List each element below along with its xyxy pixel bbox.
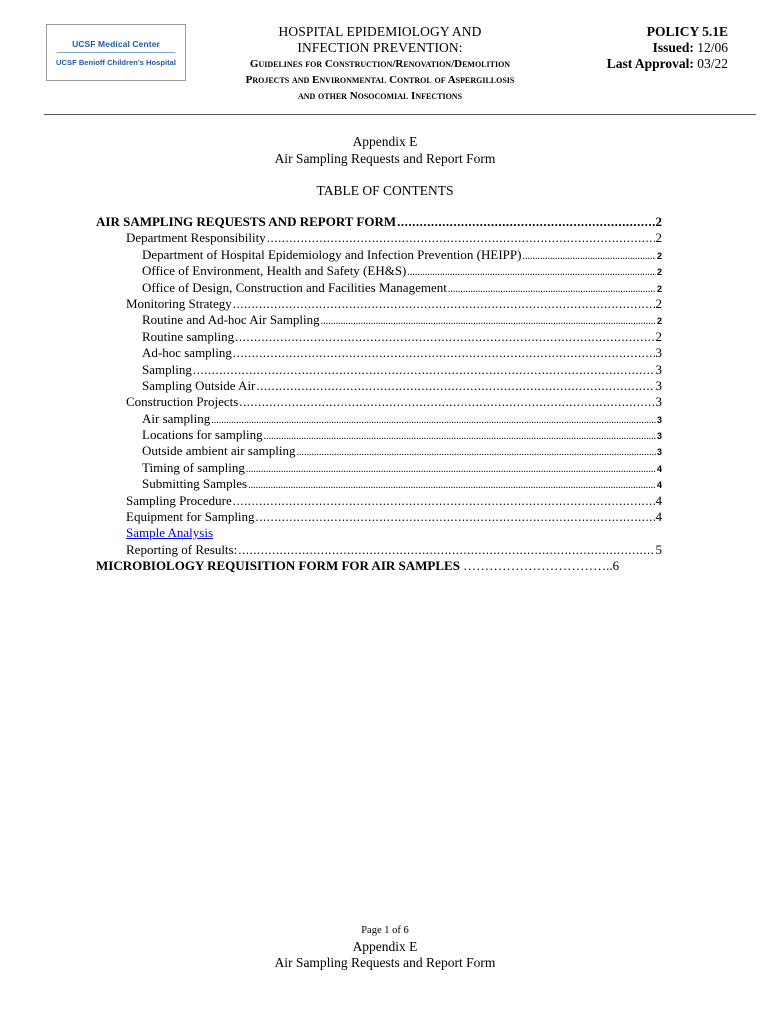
title-line-2: INFECTION PREVENTION: xyxy=(297,40,463,55)
toc-entry-title: Routine sampling xyxy=(142,328,235,344)
title-line-1: HOSPITAL EPIDEMIOLOGY AND xyxy=(278,24,482,39)
appendix-title: Appendix E xyxy=(352,134,418,149)
toc-entry-page: 4 xyxy=(656,480,662,491)
toc-entry[interactable] xyxy=(96,214,662,230)
toc-entry-title: Equipment for Sampling xyxy=(126,509,255,525)
toc-entry-page: 2 xyxy=(655,214,662,229)
toc-entry-page: 2 xyxy=(655,230,662,246)
toc-entry-page: 4 xyxy=(655,492,662,508)
toc-entry-title: Department of Hospital Epidemiology and Infection Prevention (HEIPP) xyxy=(142,246,522,262)
toc-entry-title: Office of Design, Construction and Facilities Management xyxy=(142,279,447,295)
toc-entry[interactable] xyxy=(96,312,662,328)
toc-dot-leader xyxy=(246,460,656,476)
issued-label: Issued: xyxy=(652,40,694,55)
toc-dot-leader xyxy=(256,378,654,394)
toc-dot-leader xyxy=(235,329,654,345)
issued-value: 12/06 xyxy=(697,40,728,55)
toc-dot-leader xyxy=(239,394,654,410)
toc-dot-leader xyxy=(267,230,655,246)
toc-entry[interactable] xyxy=(96,427,662,443)
toc-entry-title[interactable]: Sample Analysis xyxy=(126,525,214,541)
toc-entry[interactable] xyxy=(96,476,662,492)
table-of-contents xyxy=(96,214,662,574)
approval-line xyxy=(607,56,728,72)
toc-entry-page: 3 xyxy=(656,431,662,442)
toc-entry-title: Reporting of Results: xyxy=(126,541,238,557)
toc-dot-leader xyxy=(233,296,655,312)
toc-entry-page: 3 xyxy=(655,394,662,410)
toc-dot-leader xyxy=(296,443,656,459)
toc-dot-leader xyxy=(211,411,656,427)
title-line-3: Guidelines for Construction/Renovation/Demolition xyxy=(249,58,511,70)
toc-entry[interactable] xyxy=(96,230,662,246)
toc-entry-title: Ad-hoc sampling xyxy=(142,345,232,361)
toc-entry-page: 5 xyxy=(655,541,662,557)
toc-entry-page: 3 xyxy=(655,361,662,377)
policy-number: POLICY 5.1E xyxy=(646,24,728,39)
toc-entry-title: MICROBIOLOGY REQUISITION FORM FOR AIR SAMPLES xyxy=(96,558,460,574)
toc-dot-leader xyxy=(248,476,656,492)
toc-entry-title: Timing of sampling xyxy=(142,459,245,475)
page-footer xyxy=(0,923,770,971)
toc-entry-page: 2 xyxy=(656,267,662,278)
toc-entry[interactable] xyxy=(96,329,662,345)
toc-entry-page: 2 xyxy=(655,295,662,311)
toc-entry[interactable] xyxy=(96,378,662,394)
toc-dot-leader xyxy=(407,263,656,279)
toc-entry-title: Submitting Samples xyxy=(142,476,248,492)
toc-entry-title: Sampling Outside Air xyxy=(142,377,256,393)
toc-entry-page: 4 xyxy=(655,509,662,525)
toc-dot-leader xyxy=(321,312,656,328)
toc-entry-page: 3 xyxy=(656,447,662,458)
toc-entry-title: Department Responsibility xyxy=(126,230,266,246)
toc-entry-page: 2 xyxy=(655,328,662,344)
toc-entry[interactable] xyxy=(96,460,662,476)
appendix-subtitle: Air Sampling Requests and Report Form xyxy=(274,151,496,166)
header-divider xyxy=(44,114,756,115)
toc-entry-page: 2 xyxy=(656,250,662,261)
footer-appendix: Appendix E xyxy=(352,939,418,954)
toc-entry[interactable] xyxy=(96,525,662,541)
toc-entry-microbiology[interactable] xyxy=(96,558,662,574)
title-line-5: and other Nosocomial Infections xyxy=(297,90,463,102)
toc-entry[interactable] xyxy=(96,345,662,361)
logo-line-1: UCSF Medical Center xyxy=(72,39,160,49)
toc-entry-title: Sampling Procedure xyxy=(126,492,232,508)
toc-dot-leader xyxy=(233,493,655,509)
toc-entry-title: Routine and Ad-hoc Air Sampling xyxy=(142,312,320,328)
toc-dot-leader xyxy=(233,345,655,361)
toc-dot-leader xyxy=(397,214,654,230)
document-title xyxy=(190,24,570,104)
policy-info xyxy=(607,24,728,72)
title-line-4: Projects and Environmental Control of Aspergillosis xyxy=(245,74,515,86)
toc-entry[interactable] xyxy=(96,411,662,427)
toc-dot-leader xyxy=(256,509,655,525)
toc-dot-leader xyxy=(264,427,656,443)
toc-entry-page: 2 xyxy=(656,316,662,327)
toc-dot-leader xyxy=(238,542,654,558)
toc-dot-leader xyxy=(522,247,656,263)
toc-entry-title: Air sampling xyxy=(142,410,211,426)
toc-entry[interactable] xyxy=(96,263,662,279)
logo-line-2: UCSF Benioff Children's Hospital xyxy=(56,58,176,67)
toc-entry-title: Outside ambient air sampling xyxy=(142,443,296,459)
page-number: Page 1 of 6 xyxy=(361,925,409,936)
toc-entry[interactable] xyxy=(96,443,662,459)
ucsf-logo xyxy=(46,24,186,81)
toc-entry[interactable] xyxy=(96,394,662,410)
toc-entry[interactable] xyxy=(96,280,662,296)
logo-divider xyxy=(57,52,175,53)
toc-entry[interactable] xyxy=(96,509,662,525)
toc-entry-title: Office of Environment, Health and Safety (EH&S) xyxy=(142,263,407,279)
toc-entry[interactable] xyxy=(96,247,662,263)
toc-entry-title: Construction Projects xyxy=(126,394,239,410)
footer-title: Air Sampling Requests and Report Form xyxy=(274,955,496,970)
toc-entry-title: Locations for sampling xyxy=(142,427,263,443)
toc-entry-page: 3 xyxy=(655,377,662,393)
toc-dot-leader xyxy=(448,280,656,296)
toc-entry-title: Monitoring Strategy xyxy=(126,295,232,311)
toc-entry-page: 4 xyxy=(656,463,662,474)
toc-entry-page: 3 xyxy=(656,414,662,425)
toc-dot-leader: ……………………………..6 xyxy=(463,558,620,574)
toc-entry-title: Sampling xyxy=(142,361,192,377)
approval-label: Last Approval: xyxy=(606,56,694,71)
toc-entry[interactable] xyxy=(96,362,662,378)
toc-dot-leader xyxy=(193,362,655,378)
toc-heading: TABLE OF CONTENTS xyxy=(316,183,454,198)
toc-entry-page: 3 xyxy=(655,345,662,361)
toc-entry[interactable] xyxy=(96,542,662,558)
approval-value: 03/22 xyxy=(697,56,728,71)
toc-entry[interactable] xyxy=(96,296,662,312)
toc-entry[interactable] xyxy=(96,493,662,509)
issued-line xyxy=(607,40,728,56)
toc-entry-page: 2 xyxy=(656,283,662,294)
toc-entry-title: AIR SAMPLING REQUESTS AND REPORT FORM xyxy=(96,214,397,229)
